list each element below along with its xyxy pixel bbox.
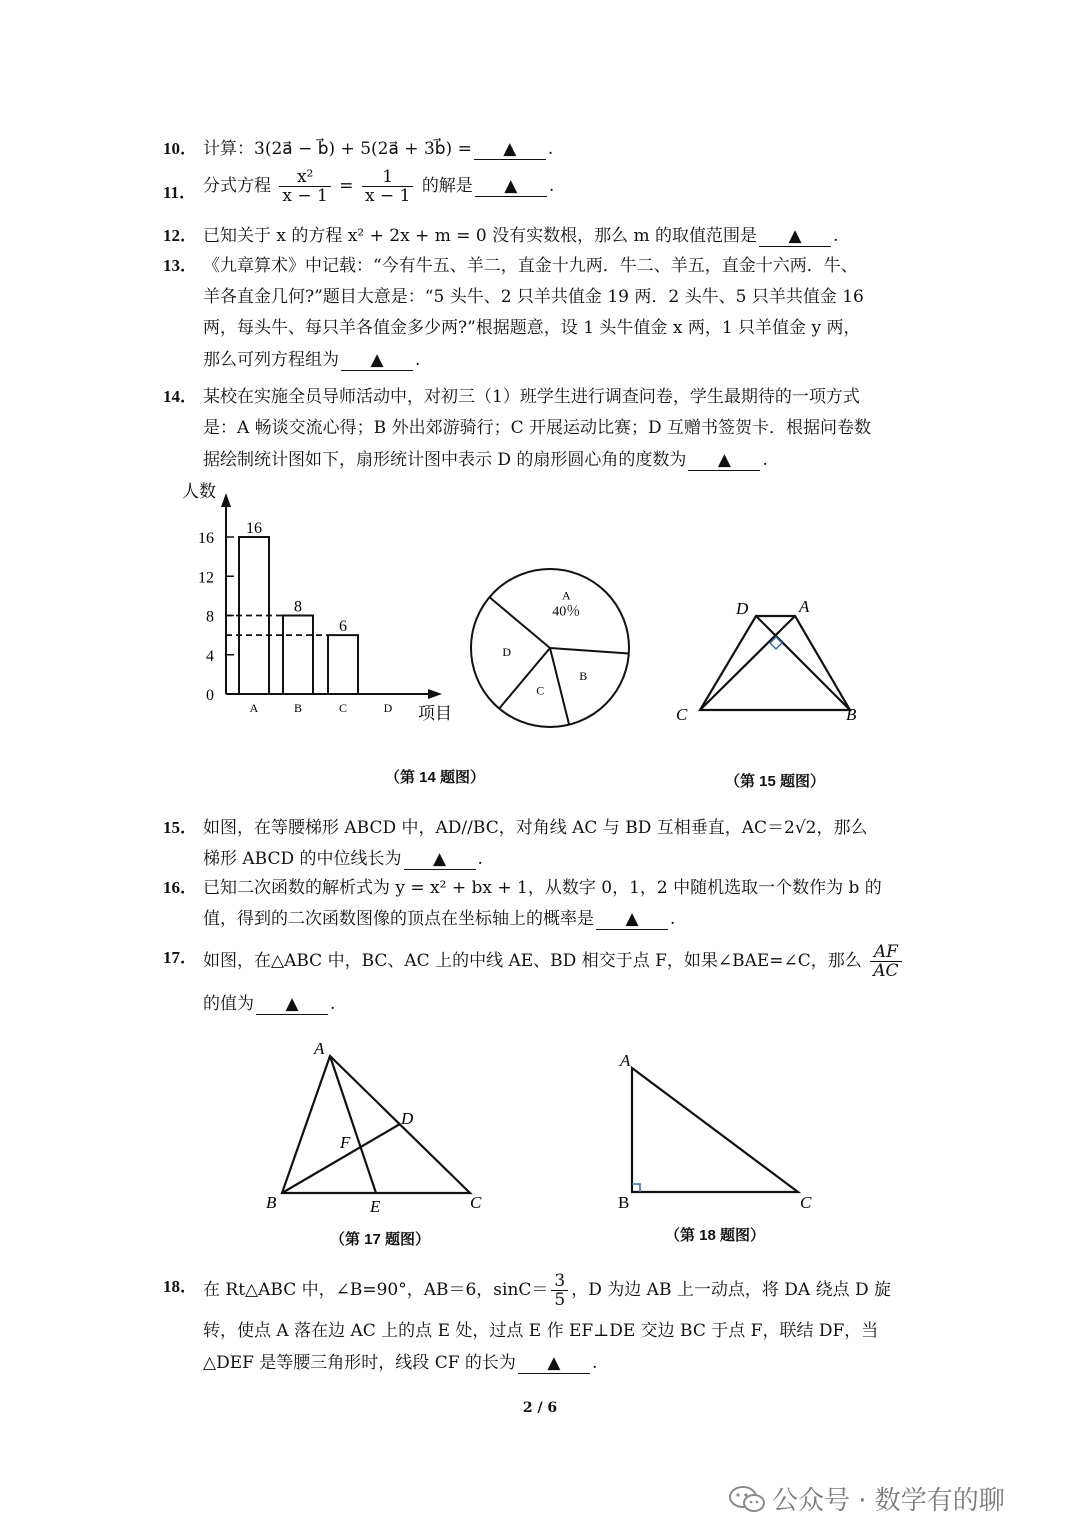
bar-chart bbox=[170, 475, 470, 725]
answer-blank: ▲ bbox=[759, 226, 831, 247]
question-line: 羊各直金几何?”题目大意是：“5 头牛、2 只羊共值金 19 两．2 头牛、5 只羊共值金 16 bbox=[203, 287, 864, 307]
data-label: 6 bbox=[339, 618, 347, 636]
watermark: 公众号 · 数学有的聊 bbox=[772, 1486, 1005, 1516]
question-number: 14． bbox=[163, 387, 197, 406]
label-c: C bbox=[676, 705, 688, 724]
x-tick-label: C bbox=[338, 701, 348, 715]
pie-slice-percent: 40％ bbox=[552, 604, 581, 620]
y-tick-label: 12 bbox=[198, 569, 214, 587]
question-text: 计算：3(2a⃗ − b⃗) + 5(2a⃗ + 3b⃗) = bbox=[203, 139, 472, 159]
question-line: 如图，在△ABC 中，BC、AC 上的中线 AE、BD 相交于点 F，如果∠BAE=∠C，那么 bbox=[203, 951, 862, 971]
question-number: 12． bbox=[163, 226, 197, 245]
data-label: 8 bbox=[294, 598, 302, 616]
label-a: A bbox=[799, 597, 810, 616]
wechat-icon bbox=[728, 1484, 768, 1514]
question-line: 如图，在等腰梯形 ABCD 中，AD//BC，对角线 AC 与 BD 互相垂直，AC＝2√2，那么 bbox=[203, 818, 868, 838]
x-tick-label: B bbox=[293, 701, 303, 715]
caption-fig14: （第 14 题图） bbox=[385, 769, 486, 786]
y-tick-label: 4 bbox=[206, 647, 214, 665]
label-b: B bbox=[846, 705, 857, 724]
data-label: 16 bbox=[246, 520, 262, 537]
caption-fig17: （第 17 题图） bbox=[330, 1231, 431, 1248]
right-angle-mark bbox=[632, 1184, 640, 1192]
question-number: 17． bbox=[163, 948, 197, 967]
bar bbox=[328, 635, 358, 694]
caption-fig18: （第 18 题图） bbox=[665, 1227, 766, 1244]
label-b: B bbox=[618, 1193, 630, 1212]
answer-blank: ▲ bbox=[474, 139, 546, 160]
question-line: 某校在实施全员导师活动中，对初三（1）班学生进行调查问卷，学生最期待的一项方式 bbox=[203, 387, 860, 407]
label-d: D bbox=[401, 1109, 414, 1128]
label-a: A bbox=[620, 1051, 631, 1070]
fraction: $\frac{\text{x²}}{x - 1}$ bbox=[279, 168, 330, 205]
caption-fig15: （第 15 题图） bbox=[725, 773, 826, 790]
fraction: $\frac{3}{5}$ bbox=[551, 1272, 568, 1309]
x-axis-arrow bbox=[428, 689, 442, 699]
x-tick-label: A bbox=[249, 701, 259, 715]
question-number: 11． bbox=[163, 183, 197, 202]
pie-slice-label: B bbox=[579, 668, 588, 683]
x-tick-label: D bbox=[383, 701, 393, 715]
answer-blank: ▲ bbox=[688, 450, 760, 471]
question-text: 已知关于 x 的方程 x² + 2x + m = 0 没有实数根，那么 m 的取值范围是 bbox=[203, 226, 758, 246]
fraction: $\frac{AF}{AC}$ bbox=[870, 943, 901, 980]
question-line: 是：A 畅谈交流心得；B 外出郊游骑行；C 开展运动比赛；D 互赠书签贺卡．根据问卷数 bbox=[203, 418, 872, 438]
y-axis-label: 人数 bbox=[182, 482, 216, 501]
label-c: C bbox=[800, 1193, 812, 1212]
y-tick-label: 16 bbox=[198, 530, 214, 547]
x-axis-label: 项目 bbox=[418, 704, 452, 723]
answer-blank: ▲ bbox=[518, 1353, 590, 1374]
trapezoid bbox=[700, 616, 850, 710]
pie-slice-label: A bbox=[561, 588, 571, 603]
bar bbox=[239, 537, 269, 694]
triangle-abc bbox=[282, 1056, 470, 1193]
y-tick-label: 8 bbox=[206, 608, 214, 626]
answer-blank: ▲ bbox=[256, 994, 328, 1015]
pie-chart bbox=[460, 560, 640, 740]
label-b: B bbox=[266, 1193, 277, 1212]
bar bbox=[283, 616, 313, 695]
answer-blank: ▲ bbox=[475, 176, 547, 197]
pie-slice-label: D bbox=[502, 644, 512, 659]
question-line: 《九章算术》中记载：“今有牛五、羊二，直金十九两．牛二、羊五，直金十六两．牛、 bbox=[203, 256, 858, 276]
y-tick-label: 0 bbox=[206, 687, 214, 704]
question-number: 16． bbox=[163, 878, 197, 897]
triangle-abc bbox=[632, 1068, 798, 1192]
question-number: 10． bbox=[163, 139, 197, 158]
answer-blank: ▲ bbox=[341, 350, 413, 371]
figure-17-triangle bbox=[262, 1038, 502, 1218]
label-c: C bbox=[470, 1193, 482, 1212]
question-line: 已知二次函数的解析式为 y = x² + bx + 1，从数字 0，1，2 中随机选取一个数作为 b 的 bbox=[203, 878, 882, 898]
question-number: 15． bbox=[163, 818, 197, 837]
fraction: $\frac{1}{x - 1}$ bbox=[362, 168, 413, 205]
question-number: 18． bbox=[163, 1277, 197, 1296]
figure-18-right-triangle bbox=[610, 1046, 840, 1216]
question-number: 13． bbox=[163, 256, 197, 275]
label-e: E bbox=[370, 1197, 381, 1216]
label-a: A bbox=[314, 1039, 325, 1058]
y-axis-arrow bbox=[221, 493, 231, 507]
page-number: 2 / 6 bbox=[522, 1400, 558, 1416]
answer-blank: ▲ bbox=[596, 909, 668, 930]
label-f: F bbox=[340, 1133, 351, 1152]
question-line: 转，使点 A 落在边 AC 上的点 E 处，过点 E 作 EF⊥DE 交边 BC 于点 F，联结 DF，当 bbox=[203, 1321, 879, 1341]
figure-15-trapezoid bbox=[670, 592, 890, 732]
pie-slice-label: C bbox=[536, 683, 545, 698]
label-d: D bbox=[736, 599, 749, 618]
median-ae bbox=[330, 1056, 376, 1193]
question-line: 两，每头牛、每只羊各值金多少两?”根据题意，设 1 头牛值金 x 两，1 只羊值金 y 两， bbox=[203, 318, 861, 338]
answer-blank: ▲ bbox=[404, 849, 476, 870]
